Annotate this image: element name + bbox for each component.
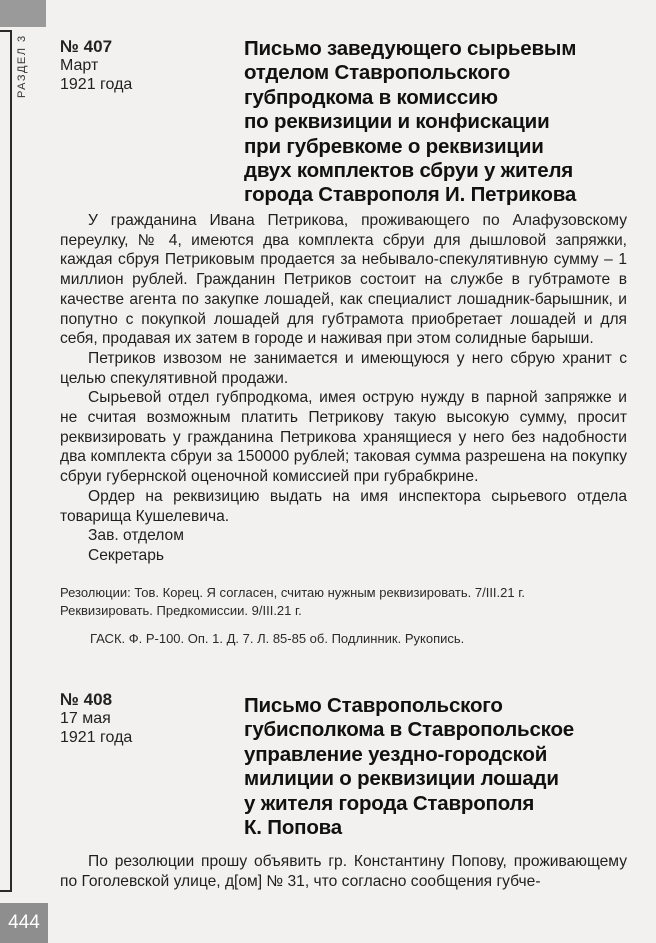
- doc-408-title-line: управление уездно-городской: [244, 742, 548, 766]
- corner-tab: [0, 0, 46, 27]
- resolution-line: Резолюции: Тов. Корец. Я согласен, считаю нужным реквизировать. 7/III.21 г.: [60, 585, 525, 600]
- margin-rail: [0, 30, 12, 892]
- doc-408-title-line: губисполкома в Ставропольское: [244, 718, 574, 742]
- section-label: РАЗДЕЛ 3: [16, 34, 28, 98]
- doc-408-title: [244, 694, 644, 840]
- doc-407-paragraph: Ордер на реквизицию выдать на имя инспектора сырьевого отдела товарища Кушелевича.: [60, 487, 627, 525]
- doc-407-number: № 407: [60, 37, 113, 56]
- doc-407-signature-head: Зав. отделом: [88, 527, 184, 545]
- doc-407-resolution: [60, 584, 627, 619]
- doc-407-title-line: губпродкома в комиссию: [244, 85, 498, 109]
- doc-407-title-line: Письмо заведующего сырьевым: [244, 37, 577, 60]
- doc-407-meta: [60, 37, 132, 94]
- doc-407-title-line: отделом Ставропольского: [244, 61, 511, 85]
- doc-408-number: № 408: [60, 690, 113, 709]
- doc-407-date-month: Март: [60, 57, 99, 74]
- doc-408-paragraph: По резолюции прошу объявить гр. Константину Попову, проживающему по Гоголевской улице, д[ом] № 31, что согласно сообщения губче-: [60, 853, 627, 890]
- resolution-line: Реквизировать. Предкомиссии. 9/III.21 г.: [60, 602, 302, 618]
- doc-407-signature-secretary: Секретарь: [88, 546, 165, 564]
- doc-408-date-day: 17 мая: [60, 710, 111, 727]
- doc-407-title-line: при губревкоме о реквизиции: [244, 134, 544, 158]
- page-number: 444: [0, 903, 48, 943]
- doc-408-meta: [60, 690, 132, 747]
- doc-407-title-line: двух комплектов сбруи у жителя: [244, 159, 574, 183]
- doc-408-title-line: Письмо Ставропольского: [244, 694, 503, 717]
- doc-408-title-line: К. Попова: [244, 816, 342, 840]
- doc-407-title-line: города Ставрополя И. Петрикова: [244, 183, 577, 207]
- doc-407-title-line: по реквизиции и конфискации: [244, 110, 550, 134]
- doc-407-date-year: 1921 года: [60, 76, 133, 93]
- doc-407-paragraph: Сырьевой отдел губпродкома, имея острую нужду в парной запряжке и не считая возможным платить Петрикову такую высокую сумму, просит реквизировать у гражданина Петрикова хранящиеся у него без надобности два комплекта сбруи за 150000 рублей; таковая сумма разрешена на покупку сбруи губернской оценочной комиссией при губрабкрине.: [60, 389, 627, 486]
- doc-407-archive-reference: ГАСК. Ф. Р-100. Оп. 1. Д. 7. Л. 85-85 об. Подлинник. Рукопись.: [90, 631, 465, 646]
- doc-408-title-line: у жителя города Ставрополя: [244, 791, 535, 815]
- doc-407-title: [244, 37, 644, 208]
- doc-408-title-line: милиции о реквизиции лошади: [244, 767, 559, 791]
- doc-408-body: [60, 852, 627, 891]
- doc-407-paragraph: У гражданина Ивана Петрикова, проживающего по Алафузовскому переулку, № 4, имеются два комплекта сбруи для дышловой запряжки, каждая сбруя Петриковым продается за небывало-спекулятивную сумму – 1 миллион рублей. Гражданин Петриков состоит на службе в губтрамоте в качестве агента по закупке лошадей, как специалист лошадник-барышник, и попутно с покупкой лошадей для губтрамота приобретает лошадей и для себя, продавая их затем в городе и наживая при этом солидные барыши.: [60, 212, 627, 348]
- doc-407-body: [60, 211, 627, 566]
- doc-407-paragraph: Петриков извозом не занимается и имеющуюся у него сбрую хранит с целью спекулятивной продажи.: [60, 349, 627, 387]
- doc-408-date-year: 1921 года: [60, 729, 133, 746]
